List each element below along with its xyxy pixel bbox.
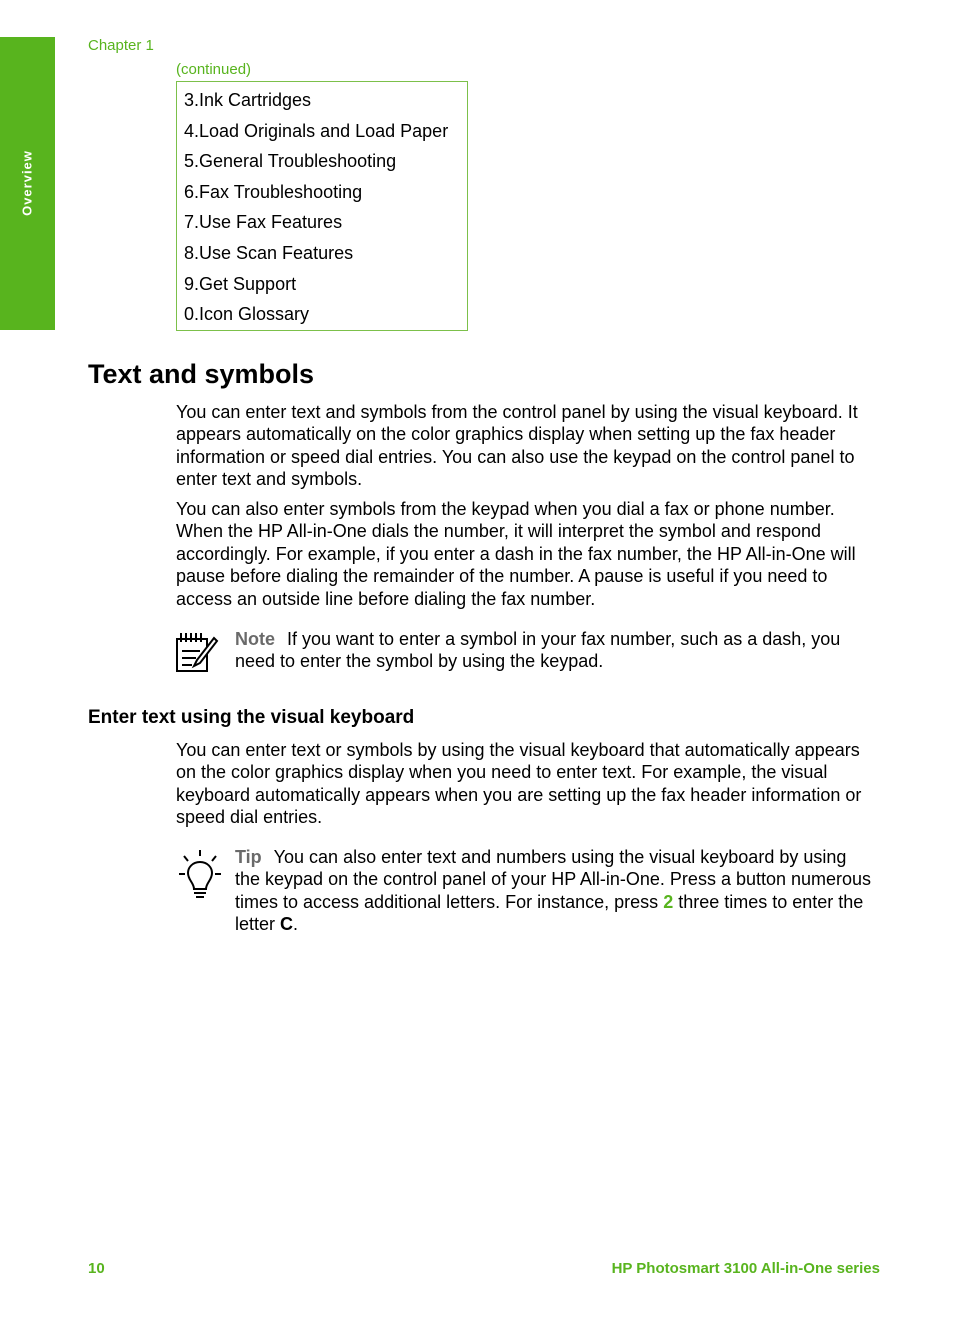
paragraph: You can enter text or symbols by using the visual keyboard that automatically appears on the color graphics display when you need to enter text. For example, the visual keyboard automatically appears when you are setting up the fax header information or speed dial entries. <box>176 740 862 828</box>
menu-table <box>176 81 468 331</box>
menu-item: 4.Load Originals and Load Paper <box>184 120 449 141</box>
key-label: 2 <box>663 891 674 912</box>
tip-label: Tip <box>235 847 262 867</box>
note-label: Note <box>235 629 275 649</box>
paragraph: You can enter text and symbols from the control panel by using the visual keyboard. It appears automatically on the color graphics display when setting up the fax header information or speed dial entries. You can also use the keypad on the control panel to enter text and symbols. <box>176 402 858 490</box>
chapter-label: Chapter 1 <box>88 37 154 54</box>
tip <box>235 846 876 936</box>
menu-item: 9.Get Support <box>184 273 297 294</box>
menu-item: 3.Ink Cartridges <box>184 90 312 110</box>
menu-item: 7.Use Fax Features <box>184 212 343 233</box>
note-text: If you want to enter a symbol in your fax number, such as a dash, you need to enter the symbol by using the keypad. <box>235 629 841 672</box>
tip-text: three times to enter the letter <box>235 891 864 935</box>
tip-text: . <box>293 914 299 935</box>
product-title: HP Photosmart 3100 All-in-One series <box>611 1260 880 1277</box>
lightbulb-icon <box>178 850 222 898</box>
note <box>235 628 876 673</box>
menu-item: 6.Fax Troubleshooting <box>184 181 363 202</box>
subsection-title: Enter text using the visual keyboard <box>88 707 415 728</box>
paragraph: You can also enter symbols from the keypad when you dial a fax or phone number. When the HP All-in-One dials the number, it will interpret the symbol and respond accordingly. For example, if you enter a dash in the fax number, the HP All-in-One will pause before dialing the remainder of the number. A pause is useful if you need to access an outside line before dialing the fax number. <box>176 499 856 609</box>
section-title: Text and symbols <box>88 359 315 389</box>
page-number: 10 <box>88 1260 105 1277</box>
menu-item: 5.General Troubleshooting <box>184 151 397 172</box>
side-tab-label: Overview <box>19 150 35 216</box>
menu-item: 8.Use Scan Features <box>184 242 354 263</box>
note-icon <box>175 630 219 674</box>
tip-text: You can also enter text and numbers using the visual keyboard by using the keypad on the control panel of your HP All-in-One. Press a button numerous times to access additional letters. For instance, press <box>235 847 872 912</box>
continued-label: (continued) <box>176 61 252 78</box>
letter-label: C <box>280 914 294 935</box>
menu-item: 0.Icon Glossary <box>184 304 310 325</box>
